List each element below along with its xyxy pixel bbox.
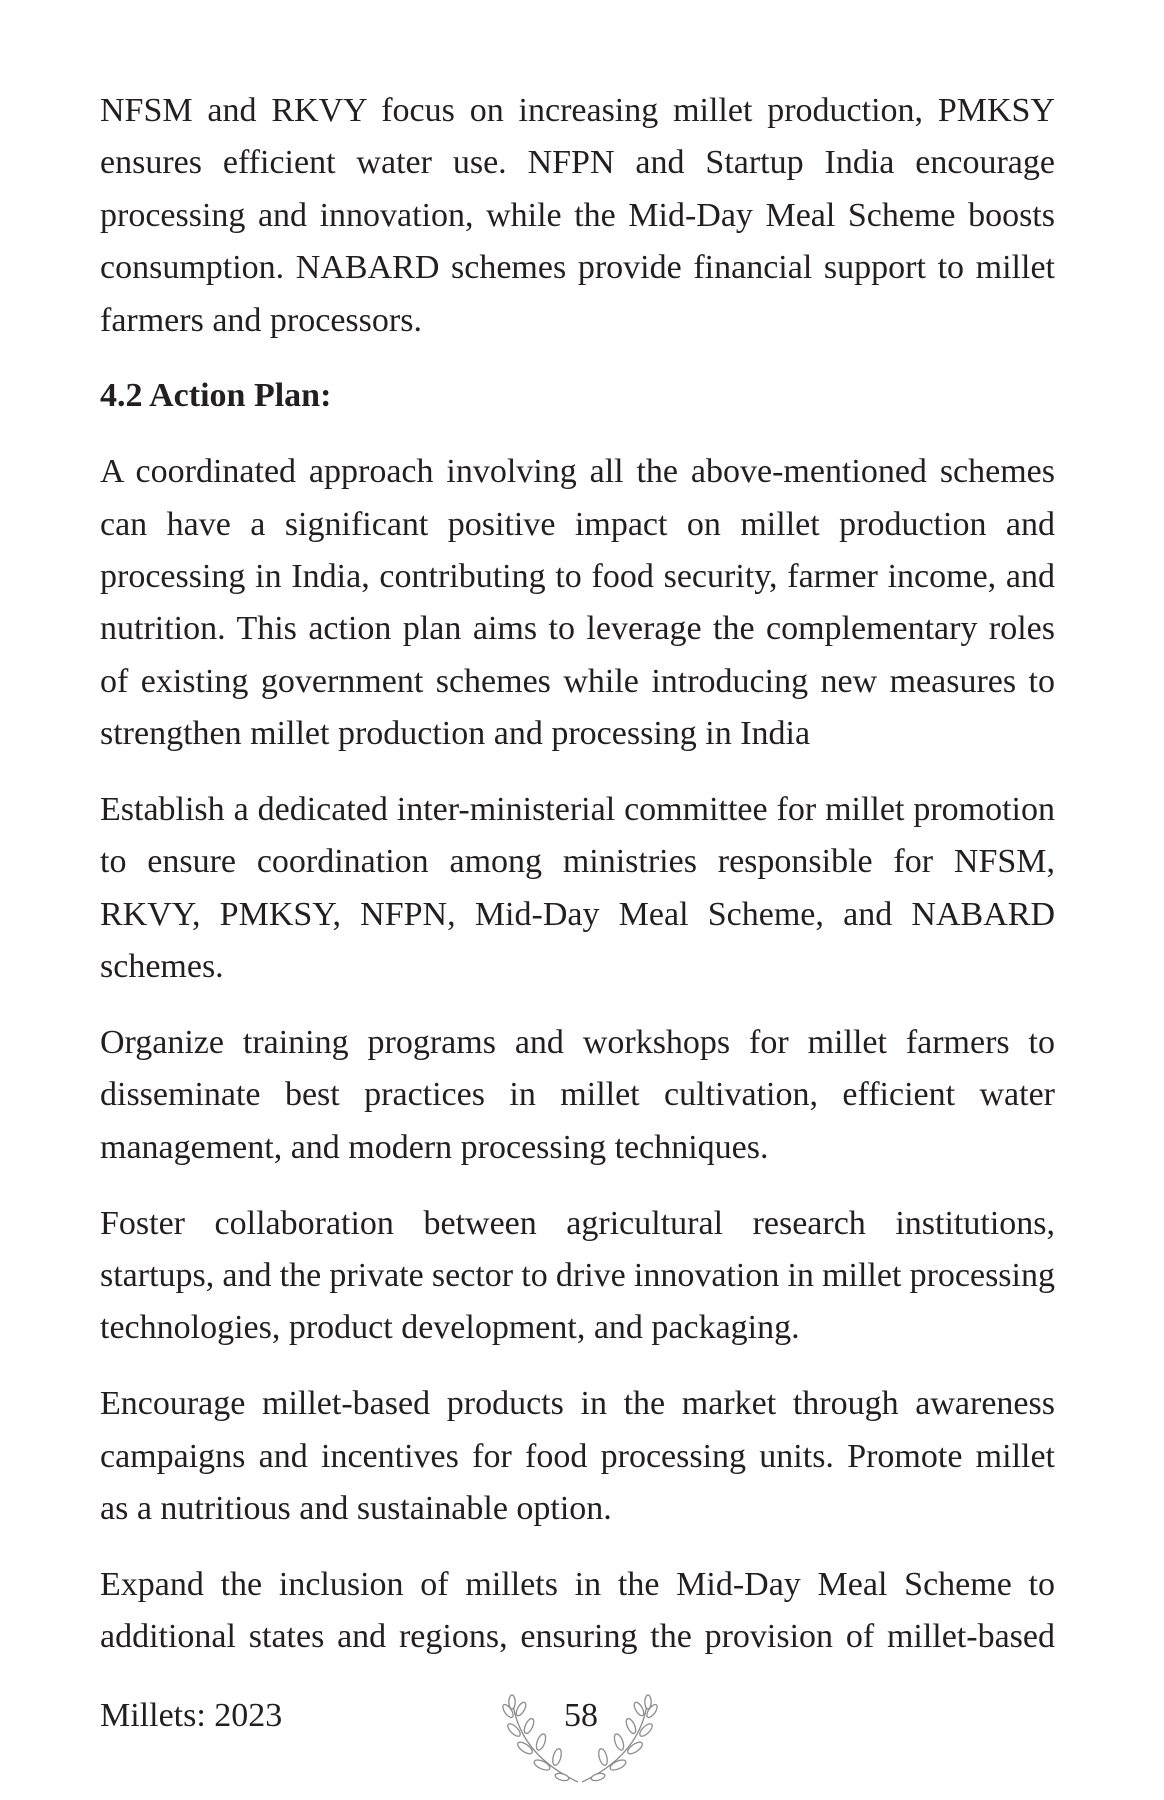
text-line: Organize training programs and workshops for millet farmers to [100, 1024, 1055, 1061]
paragraph [100, 446, 1055, 760]
text-line: additional states and regions, ensuring the provision of millet-based [100, 1618, 1055, 1656]
text-line: Expand the inclusion of millets in the Mid-Day Meal Scheme to [100, 1565, 1055, 1603]
text-line: schemes. [100, 948, 224, 986]
page-number: 58 [564, 1697, 598, 1734]
section-heading: 4.2 Action Plan: [100, 377, 332, 415]
text-line: campaigns and incentives for food processing units. Promote millet [100, 1437, 1055, 1475]
paragraph [100, 85, 1055, 347]
text-line: Establish a dedicated inter-ministerial committee for millet promotion [100, 791, 1055, 828]
text-line: A coordinated approach involving all the above-mentioned schemes [100, 453, 1055, 491]
text-line: nutrition. This action plan aims to leverage the complementary roles [100, 610, 1055, 648]
text-line: disseminate best practices in millet cultivation, efficient water [100, 1076, 1055, 1114]
page-body [100, 85, 1055, 1687]
paragraph [100, 1017, 1055, 1174]
text-line: ensures efficient water use. NFPN and Startup India encourage [100, 144, 1055, 182]
text-line: of existing government schemes while introducing new measures to [100, 662, 1055, 700]
text-line: Encourage millet-based products in the market through awareness [100, 1385, 1055, 1423]
paragraph [100, 784, 1055, 994]
text-line: strengthen millet production and processing in India [100, 715, 811, 753]
paragraph [100, 1559, 1055, 1664]
text-line: consumption. NABARD schemes provide financial support to millet [100, 249, 1055, 287]
text-line: Foster collaboration between agricultural research institutions, [100, 1204, 1055, 1242]
text-line: management, and modern processing techniques. [100, 1128, 769, 1166]
running-title: Millets: 2023 [100, 1697, 283, 1734]
text-line: can have a significant positive impact on millet production and [100, 505, 1055, 543]
text-line: processing and innovation, while the Mid-Day Meal Scheme boosts [100, 196, 1055, 234]
text-line: startups, and the private sector to drive innovation in millet processing [100, 1257, 1055, 1294]
paragraph [100, 1198, 1055, 1355]
paragraph [100, 1378, 1055, 1535]
text-line: as a nutritious and sustainable option. [100, 1490, 612, 1527]
text-line: NFSM and RKVY focus on increasing millet production, PMKSY [100, 92, 1055, 129]
text-line: technologies, product development, and packaging. [100, 1309, 800, 1347]
text-line: processing in India, contributing to food security, farmer income, and [100, 558, 1055, 595]
text-line: RKVY, PMKSY, NFPN, Mid-Day Meal Scheme, and NABARD [100, 895, 1055, 933]
text-line: farmers and processors. [100, 301, 422, 339]
text-line: to ensure coordination among ministries responsible for NFSM, [100, 843, 1055, 881]
